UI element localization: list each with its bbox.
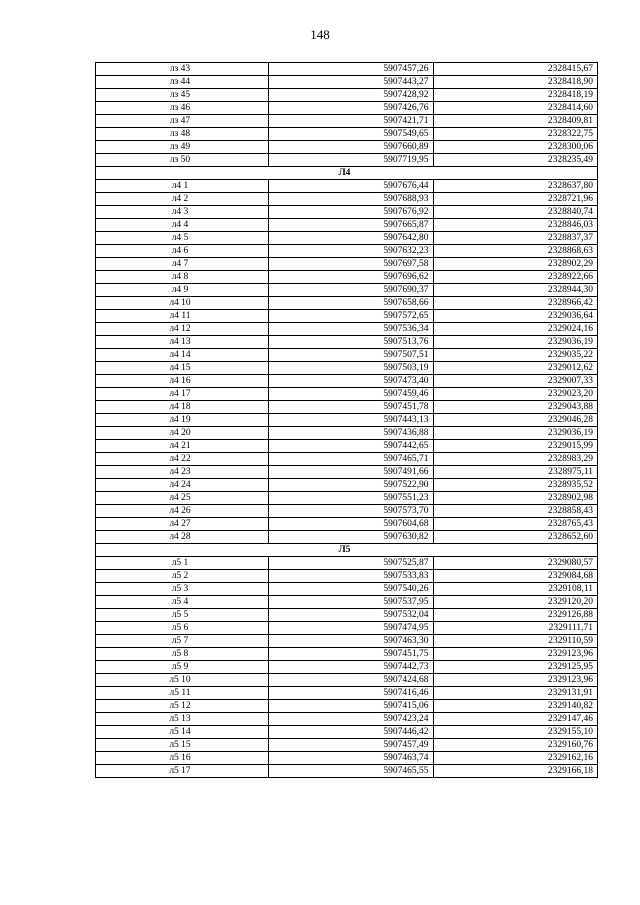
- table-row: [96, 505, 598, 518]
- y-coordinate-cell: 2328637,80: [433, 180, 598, 193]
- x-coordinate-cell: 5907503,19: [269, 362, 434, 375]
- y-coordinate-cell: 2329012,62: [433, 362, 598, 375]
- y-coordinate-cell: 2328846,03: [433, 219, 598, 232]
- point-name-cell: л4 2: [96, 193, 269, 206]
- x-coordinate-cell: 5907463,74: [269, 752, 434, 765]
- x-coordinate-cell: 5907446,42: [269, 726, 434, 739]
- point-name-cell: л5 11: [96, 687, 269, 700]
- section-header-row: [96, 167, 598, 180]
- x-coordinate-cell: 5907537,95: [269, 596, 434, 609]
- point-name-cell: л5 14: [96, 726, 269, 739]
- y-coordinate-cell: 2328418,90: [433, 76, 598, 89]
- y-coordinate-cell: 2328235,49: [433, 154, 598, 167]
- point-name-cell: л5 10: [96, 674, 269, 687]
- point-name-cell: л5 13: [96, 713, 269, 726]
- table-row: [96, 349, 598, 362]
- table-row: [96, 661, 598, 674]
- x-coordinate-cell: 5907536,34: [269, 323, 434, 336]
- y-coordinate-cell: 2328652,60: [433, 531, 598, 544]
- x-coordinate-cell: 5907533,83: [269, 570, 434, 583]
- x-coordinate-cell: 5907416,46: [269, 687, 434, 700]
- y-coordinate-cell: 2328975,11: [433, 466, 598, 479]
- table-row: [96, 128, 598, 141]
- point-name-cell: л4 9: [96, 284, 269, 297]
- point-name-cell: л4 10: [96, 297, 269, 310]
- point-name-cell: л5 12: [96, 700, 269, 713]
- table-row: [96, 765, 598, 778]
- point-name-cell: л4 21: [96, 440, 269, 453]
- x-coordinate-cell: 5907522,90: [269, 479, 434, 492]
- section-header-row: [96, 544, 598, 557]
- y-coordinate-cell: 2329125,95: [433, 661, 598, 674]
- point-name-cell: л4 22: [96, 453, 269, 466]
- x-coordinate-cell: 5907690,37: [269, 284, 434, 297]
- table-row: [96, 206, 598, 219]
- x-coordinate-cell: 5907676,44: [269, 180, 434, 193]
- table-row: [96, 219, 598, 232]
- x-coordinate-cell: 5907443,27: [269, 76, 434, 89]
- y-coordinate-cell: 2329036,19: [433, 336, 598, 349]
- point-name-cell: лз 49: [96, 141, 269, 154]
- point-name-cell: лз 45: [96, 89, 269, 102]
- x-coordinate-cell: 5907525,87: [269, 557, 434, 570]
- table-row: [96, 609, 598, 622]
- table-row: [96, 531, 598, 544]
- point-name-cell: л4 1: [96, 180, 269, 193]
- y-coordinate-cell: 2328414,60: [433, 102, 598, 115]
- y-coordinate-cell: 2329123,96: [433, 648, 598, 661]
- x-coordinate-cell: 5907642,80: [269, 232, 434, 245]
- x-coordinate-cell: 5907428,92: [269, 89, 434, 102]
- y-coordinate-cell: 2329120,20: [433, 596, 598, 609]
- point-name-cell: л4 25: [96, 492, 269, 505]
- point-name-cell: л4 5: [96, 232, 269, 245]
- point-name-cell: л4 11: [96, 310, 269, 323]
- y-coordinate-cell: 2329110,59: [433, 635, 598, 648]
- y-coordinate-cell: 2329023,20: [433, 388, 598, 401]
- x-coordinate-cell: 5907426,76: [269, 102, 434, 115]
- y-coordinate-cell: 2328966,42: [433, 297, 598, 310]
- point-name-cell: л4 12: [96, 323, 269, 336]
- y-coordinate-cell: 2329024,16: [433, 323, 598, 336]
- point-name-cell: лз 48: [96, 128, 269, 141]
- table-row: [96, 141, 598, 154]
- point-name-cell: л5 15: [96, 739, 269, 752]
- y-coordinate-cell: 2328765,43: [433, 518, 598, 531]
- y-coordinate-cell: 2328415,67: [433, 63, 598, 76]
- point-name-cell: л4 23: [96, 466, 269, 479]
- y-coordinate-cell: 2328418,19: [433, 89, 598, 102]
- y-coordinate-cell: 2328868,63: [433, 245, 598, 258]
- point-name-cell: л4 7: [96, 258, 269, 271]
- y-coordinate-cell: 2329140,82: [433, 700, 598, 713]
- point-name-cell: л4 18: [96, 401, 269, 414]
- table-row: [96, 674, 598, 687]
- y-coordinate-cell: 2329162,16: [433, 752, 598, 765]
- point-name-cell: л4 8: [96, 271, 269, 284]
- y-coordinate-cell: 2329043,88: [433, 401, 598, 414]
- table-row: [96, 89, 598, 102]
- y-coordinate-cell: 2328935,52: [433, 479, 598, 492]
- point-name-cell: л5 3: [96, 583, 269, 596]
- x-coordinate-cell: 5907660,89: [269, 141, 434, 154]
- table-row: [96, 323, 598, 336]
- x-coordinate-cell: 5907658,66: [269, 297, 434, 310]
- y-coordinate-cell: 2329123,96: [433, 674, 598, 687]
- table-row: [96, 115, 598, 128]
- y-coordinate-cell: 2328902,98: [433, 492, 598, 505]
- y-coordinate-cell: 2329036,19: [433, 427, 598, 440]
- y-coordinate-cell: 2328721,96: [433, 193, 598, 206]
- table-row: [96, 271, 598, 284]
- point-name-cell: л5 16: [96, 752, 269, 765]
- x-coordinate-cell: 5907474,95: [269, 622, 434, 635]
- table-row: [96, 232, 598, 245]
- x-coordinate-cell: 5907696,62: [269, 271, 434, 284]
- table-row: [96, 297, 598, 310]
- point-name-cell: лз 50: [96, 154, 269, 167]
- x-coordinate-cell: 5907549,65: [269, 128, 434, 141]
- x-coordinate-cell: 5907540,26: [269, 583, 434, 596]
- x-coordinate-cell: 5907421,71: [269, 115, 434, 128]
- point-name-cell: л4 24: [96, 479, 269, 492]
- table-row: [96, 63, 598, 76]
- table-row: [96, 570, 598, 583]
- table-row: [96, 427, 598, 440]
- table-row: [96, 193, 598, 206]
- y-coordinate-cell: 2329035,22: [433, 349, 598, 362]
- point-name-cell: л4 3: [96, 206, 269, 219]
- table-row: [96, 713, 598, 726]
- x-coordinate-cell: 5907632,23: [269, 245, 434, 258]
- x-coordinate-cell: 5907513,76: [269, 336, 434, 349]
- x-coordinate-cell: 5907604,68: [269, 518, 434, 531]
- y-coordinate-cell: 2329126,88: [433, 609, 598, 622]
- table-row: [96, 648, 598, 661]
- y-coordinate-cell: 2329080,57: [433, 557, 598, 570]
- point-name-cell: л4 14: [96, 349, 269, 362]
- table-row: [96, 388, 598, 401]
- point-name-cell: л4 6: [96, 245, 269, 258]
- table-row: [96, 492, 598, 505]
- point-name-cell: л5 8: [96, 648, 269, 661]
- y-coordinate-cell: 2328409,81: [433, 115, 598, 128]
- x-coordinate-cell: 5907436,88: [269, 427, 434, 440]
- y-coordinate-cell: 2328837,37: [433, 232, 598, 245]
- point-name-cell: лз 46: [96, 102, 269, 115]
- point-name-cell: л4 20: [96, 427, 269, 440]
- x-coordinate-cell: 5907551,23: [269, 492, 434, 505]
- y-coordinate-cell: 2328983,29: [433, 453, 598, 466]
- x-coordinate-cell: 5907451,75: [269, 648, 434, 661]
- x-coordinate-cell: 5907424,68: [269, 674, 434, 687]
- table-row: [96, 622, 598, 635]
- y-coordinate-cell: 2329111,71: [433, 622, 598, 635]
- x-coordinate-cell: 5907442,73: [269, 661, 434, 674]
- x-coordinate-cell: 5907573,70: [269, 505, 434, 518]
- table-row: [96, 583, 598, 596]
- section-title: Л4: [96, 167, 598, 180]
- table-row: [96, 479, 598, 492]
- table-row: [96, 401, 598, 414]
- x-coordinate-cell: 5907423,24: [269, 713, 434, 726]
- point-name-cell: лз 43: [96, 63, 269, 76]
- point-name-cell: лз 44: [96, 76, 269, 89]
- table-row: [96, 687, 598, 700]
- point-name-cell: л5 7: [96, 635, 269, 648]
- table-row: [96, 375, 598, 388]
- x-coordinate-cell: 5907465,71: [269, 453, 434, 466]
- x-coordinate-cell: 5907630,82: [269, 531, 434, 544]
- table-row: [96, 739, 598, 752]
- table-row: [96, 102, 598, 115]
- point-name-cell: лз 47: [96, 115, 269, 128]
- table-row: [96, 466, 598, 479]
- y-coordinate-cell: 2328322,75: [433, 128, 598, 141]
- point-name-cell: л4 28: [96, 531, 269, 544]
- point-name-cell: л5 17: [96, 765, 269, 778]
- table-row: [96, 700, 598, 713]
- point-name-cell: л4 26: [96, 505, 269, 518]
- x-coordinate-cell: 5907532,04: [269, 609, 434, 622]
- x-coordinate-cell: 5907443,13: [269, 414, 434, 427]
- x-coordinate-cell: 5907507,51: [269, 349, 434, 362]
- y-coordinate-cell: 2329007,33: [433, 375, 598, 388]
- point-name-cell: л5 9: [96, 661, 269, 674]
- y-coordinate-cell: 2329147,46: [433, 713, 598, 726]
- coordinates-table-body: [96, 63, 598, 778]
- table-row: [96, 635, 598, 648]
- y-coordinate-cell: 2329108,11: [433, 583, 598, 596]
- table-row: [96, 76, 598, 89]
- table-row: [96, 726, 598, 739]
- y-coordinate-cell: 2329160,76: [433, 739, 598, 752]
- y-coordinate-cell: 2328840,74: [433, 206, 598, 219]
- table-row: [96, 245, 598, 258]
- point-name-cell: л4 15: [96, 362, 269, 375]
- point-name-cell: л5 2: [96, 570, 269, 583]
- table-row: [96, 258, 598, 271]
- x-coordinate-cell: 5907465,55: [269, 765, 434, 778]
- y-coordinate-cell: 2329131,91: [433, 687, 598, 700]
- y-coordinate-cell: 2328902,29: [433, 258, 598, 271]
- x-coordinate-cell: 5907491,66: [269, 466, 434, 479]
- x-coordinate-cell: 5907572,65: [269, 310, 434, 323]
- x-coordinate-cell: 5907676,92: [269, 206, 434, 219]
- y-coordinate-cell: 2329166,18: [433, 765, 598, 778]
- table-row: [96, 440, 598, 453]
- table-row: [96, 180, 598, 193]
- x-coordinate-cell: 5907688,93: [269, 193, 434, 206]
- x-coordinate-cell: 5907457,26: [269, 63, 434, 76]
- y-coordinate-cell: 2328300,06: [433, 141, 598, 154]
- x-coordinate-cell: 5907719,95: [269, 154, 434, 167]
- point-name-cell: л5 5: [96, 609, 269, 622]
- x-coordinate-cell: 5907473,40: [269, 375, 434, 388]
- y-coordinate-cell: 2328944,30: [433, 284, 598, 297]
- page-number: 148: [310, 27, 330, 42]
- y-coordinate-cell: 2328922,66: [433, 271, 598, 284]
- y-coordinate-cell: 2329015,99: [433, 440, 598, 453]
- x-coordinate-cell: 5907451,78: [269, 401, 434, 414]
- point-name-cell: л4 17: [96, 388, 269, 401]
- table-row: [96, 310, 598, 323]
- x-coordinate-cell: 5907697,58: [269, 258, 434, 271]
- y-coordinate-cell: 2328858,43: [433, 505, 598, 518]
- table-row: [96, 596, 598, 609]
- x-coordinate-cell: 5907463,30: [269, 635, 434, 648]
- table-row: [96, 414, 598, 427]
- y-coordinate-cell: 2329155,10: [433, 726, 598, 739]
- x-coordinate-cell: 5907665,87: [269, 219, 434, 232]
- point-name-cell: л5 4: [96, 596, 269, 609]
- coordinates-table: [95, 62, 598, 778]
- section-title: Л5: [96, 544, 598, 557]
- table-row: [96, 453, 598, 466]
- point-name-cell: л4 16: [96, 375, 269, 388]
- table-row: [96, 336, 598, 349]
- x-coordinate-cell: 5907442,65: [269, 440, 434, 453]
- x-coordinate-cell: 5907415,06: [269, 700, 434, 713]
- x-coordinate-cell: 5907459,46: [269, 388, 434, 401]
- point-name-cell: л4 27: [96, 518, 269, 531]
- point-name-cell: л4 4: [96, 219, 269, 232]
- table-row: [96, 518, 598, 531]
- table-row: [96, 362, 598, 375]
- y-coordinate-cell: 2329084,68: [433, 570, 598, 583]
- y-coordinate-cell: 2329046,28: [433, 414, 598, 427]
- point-name-cell: л5 1: [96, 557, 269, 570]
- table-row: [96, 154, 598, 167]
- table-row: [96, 557, 598, 570]
- point-name-cell: л4 19: [96, 414, 269, 427]
- y-coordinate-cell: 2329036,64: [433, 310, 598, 323]
- point-name-cell: л5 6: [96, 622, 269, 635]
- table-row: [96, 284, 598, 297]
- point-name-cell: л4 13: [96, 336, 269, 349]
- table-row: [96, 752, 598, 765]
- x-coordinate-cell: 5907457,49: [269, 739, 434, 752]
